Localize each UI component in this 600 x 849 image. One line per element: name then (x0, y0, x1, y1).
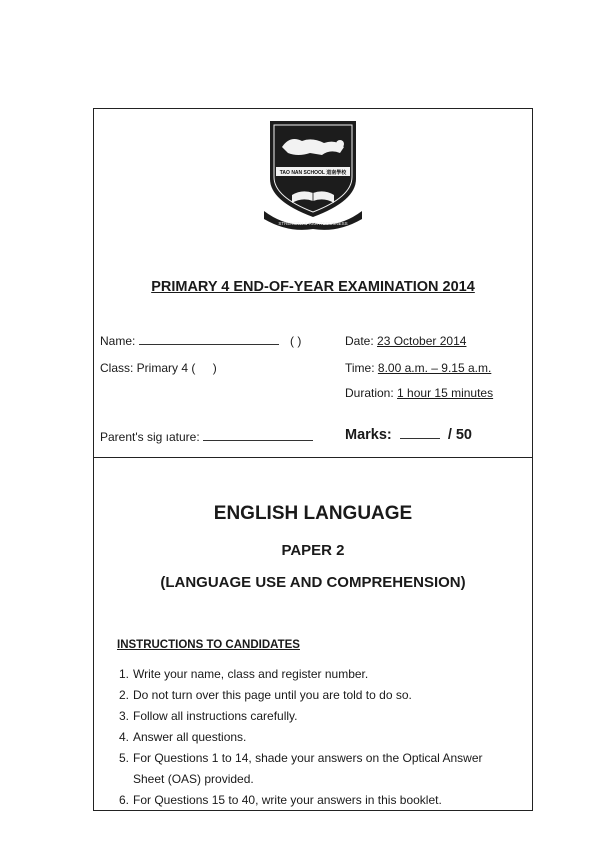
duration-value: 1 hour 15 minutes (397, 386, 494, 400)
svg-text:TAO NAN SCHOOL 道南學校: TAO NAN SCHOOL 道南學校 (279, 170, 347, 176)
time-field (345, 361, 491, 375)
class-close-bracket: ) (212, 361, 217, 375)
parent-signature-label: Parent's sig ıature: (100, 430, 200, 444)
parent-signature-field (100, 430, 313, 444)
section-divider (93, 457, 533, 458)
exam-title: PRIMARY 4 END-OF-YEAR EXAMINATION 2014 (151, 279, 475, 295)
time-value: 8.00 a.m. – 9.15 a.m. (377, 361, 492, 375)
svg-text:STRENGTH & RIGHTEOUSNESS: STRENGTH & RIGHTEOUSNESS (278, 221, 348, 226)
date-field (345, 334, 466, 348)
subject-heading: ENGLISH LANGUAGE (213, 503, 413, 524)
duration-field (345, 386, 493, 400)
name-blank (139, 343, 279, 345)
school-crest-logo (262, 117, 364, 233)
instruction-item: 6. For Questions 15 to 40, write your answers in this booklet. (119, 793, 442, 807)
instruction-item: 3. Follow all instructions carefully. (119, 709, 298, 723)
class-field (100, 361, 217, 375)
name-label: Name: (100, 334, 136, 348)
marks-total: / 50 (447, 427, 472, 443)
date-label: Date: (345, 334, 374, 348)
time-label: Time: (345, 361, 375, 375)
marks-label: Marks: (345, 427, 392, 443)
marks-field (345, 427, 472, 443)
duration-label: Duration: (345, 386, 394, 400)
instruction-item: 2. Do not turn over this page until you are told to do so. (119, 688, 412, 702)
name-field (100, 334, 301, 348)
instructions-list (119, 664, 509, 811)
instructions-title: INSTRUCTIONS TO CANDIDATES (117, 639, 300, 651)
paper-heading: PAPER 2 (281, 542, 345, 559)
class-label: Class: Primary 4 ( (100, 361, 196, 375)
component-heading: (LANGUAGE USE AND COMPREHENSION) (160, 574, 466, 591)
date-value: 23 October 2014 (377, 334, 467, 348)
instruction-item: 5. For Questions 1 to 14, shade your answers on the Optical Answer Sheet (OAS) provided. (119, 751, 483, 786)
instruction-item: 1. Write your name, class and register number. (119, 667, 369, 681)
parent-signature-blank (203, 439, 313, 441)
marks-blank (400, 437, 440, 439)
instruction-item: 4. Answer all questions. (119, 730, 247, 744)
register-number-bracket: ( ) (290, 334, 302, 348)
